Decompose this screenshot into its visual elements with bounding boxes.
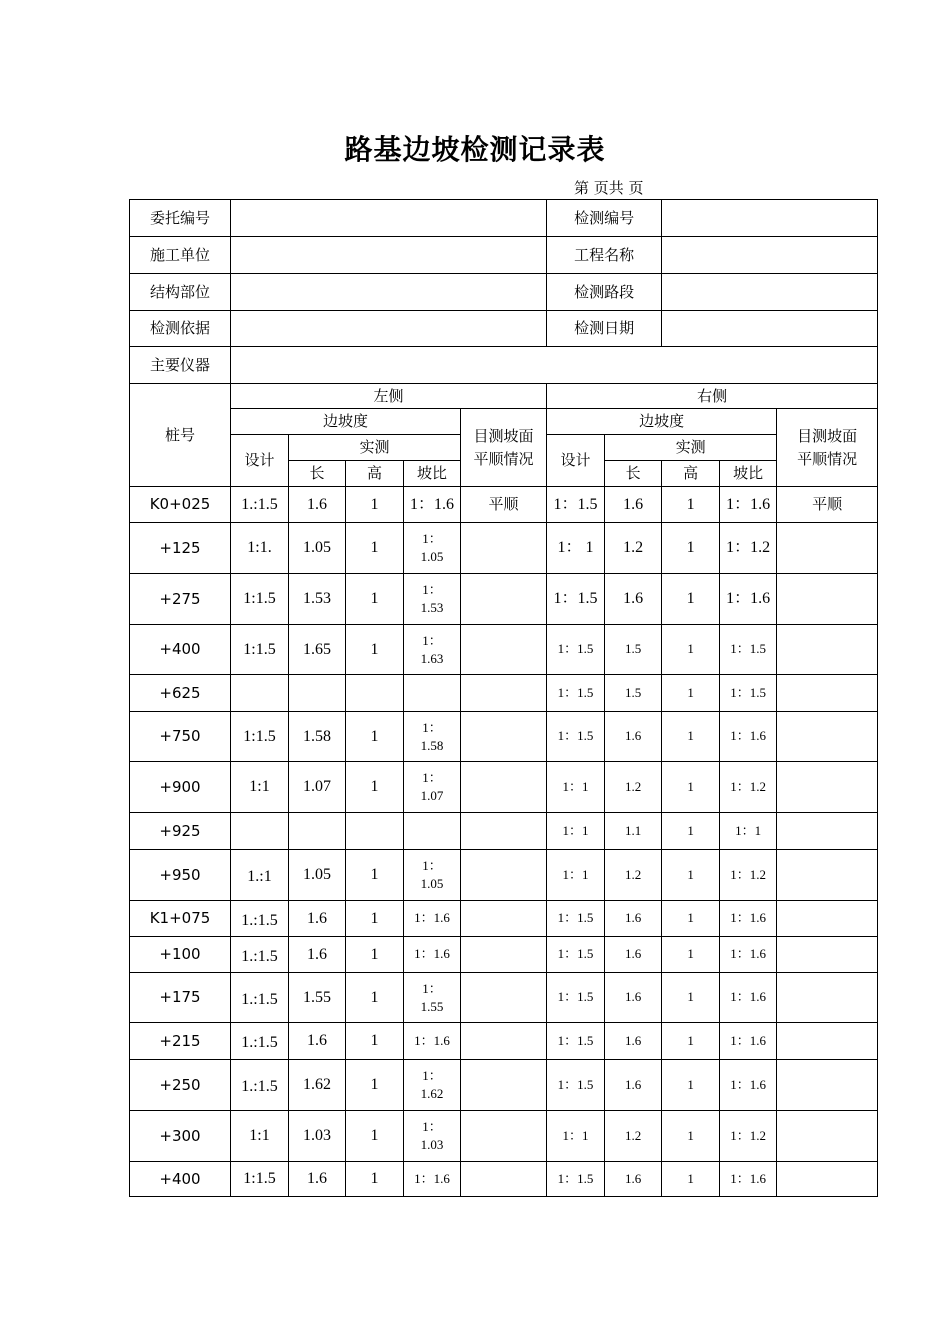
table-row [130,1162,878,1197]
station-header: 桩号 [130,384,231,487]
main-instrument-value[interactable] [231,347,878,384]
left-length-cell: 1.05 [289,850,346,901]
right-visual-cell [777,675,878,712]
left-length-cell: 1.07 [289,762,346,813]
left-ratio-cell: 1：1.6 [404,1162,461,1197]
table-row [130,523,878,574]
right-design-cell: 1：1.5 [547,712,605,762]
left-visual-cell [461,937,547,973]
right-visual-cell [777,813,878,850]
left-ratio-cell [404,523,461,574]
left-length-cell: 1.6 [289,1162,346,1197]
left-height-cell: 1 [346,487,404,523]
station-cell: +250 [130,1060,231,1111]
left-ratio-cell: 1：1.6 [404,901,461,937]
left-design-cell: 1:1 [231,1111,289,1162]
left-visual-cell [461,625,547,675]
left-ratio-cell: 1：1.6 [404,937,461,973]
construction-unit-value[interactable] [231,237,547,274]
left-ratio-value: 1.03 [420,1137,444,1152]
right-design-cell: 1：1.5 [547,574,605,625]
left-ratio-cell [404,675,461,712]
right-ratio-cell: 1：1.6 [720,1023,777,1060]
left-ratio-cell [404,973,461,1023]
left-visual-header [461,409,547,487]
left-visual-cell [461,813,547,850]
station-cell: +215 [130,1023,231,1060]
test-no-label: 检测编号 [547,200,662,237]
left-ratio-value: 1.58 [420,737,444,753]
right-design-cell: 1：1.5 [547,625,605,675]
left-height-cell: 1 [346,762,404,813]
info-row [130,237,878,274]
left-height-cell: 1 [346,850,404,901]
right-visual-line1: 目测坡面 [797,426,858,445]
left-design-cell: 1:1.5 [231,625,289,675]
main-instrument-label: 主要仪器 [130,347,231,384]
right-length-cell: 1.2 [605,523,662,574]
left-length-cell: 1.58 [289,712,346,762]
left-height-header: 高 [346,461,404,487]
right-visual-line2: 平顺情况 [797,449,858,468]
left-measured-header: 实测 [289,435,461,461]
structure-part-value[interactable] [231,274,547,311]
right-height-cell: 1 [662,1023,720,1060]
left-visual-cell [461,901,547,937]
table-row [130,574,878,625]
right-length-cell: 1.6 [605,1023,662,1060]
right-design-header: 设计 [547,435,605,487]
station-cell: +175 [130,973,231,1023]
table-row [130,625,878,675]
left-design-cell: 1.:1.5 [231,1023,289,1060]
table-row [130,762,878,813]
info-section [130,200,878,384]
left-ratio-value: 1.63 [420,650,444,666]
right-design-cell: 1： 1 [547,523,605,574]
station-cell: K0+025 [130,487,231,523]
left-ratio-cell [404,712,461,762]
right-ratio-cell: 1：1.2 [720,850,777,901]
right-visual-cell [777,523,878,574]
table-row [130,487,878,523]
left-ratio-cell: 1：1.6 [404,487,461,523]
right-design-cell: 1：1.5 [547,973,605,1023]
left-visual-cell [461,523,547,574]
test-basis-label: 检测依据 [130,311,231,347]
construction-unit-label: 施工单位 [130,237,231,274]
left-length-cell: 1.62 [289,1060,346,1111]
right-ratio-cell: 1：1.6 [720,1162,777,1197]
right-design-cell: 1：1.5 [547,1023,605,1060]
left-height-cell: 1 [346,1023,404,1060]
test-section-label: 检测路段 [547,274,662,311]
station-cell: +400 [130,625,231,675]
right-height-cell: 1 [662,1060,720,1111]
right-slope-degree-header: 边坡度 [547,409,777,435]
right-visual-cell [777,574,878,625]
left-ratio-prefix: 1： [422,531,442,546]
test-section-value[interactable] [662,274,878,311]
left-height-cell: 1 [346,937,404,973]
table-row [130,1023,878,1060]
left-design-cell [231,675,289,712]
right-visual-cell [777,1162,878,1197]
right-visual-cell [777,901,878,937]
left-length-cell: 1.05 [289,523,346,574]
info-row [130,200,878,237]
right-design-cell: 1：1 [547,762,605,813]
right-height-cell: 1 [662,813,720,850]
left-visual-cell [461,574,547,625]
right-visual-cell [777,762,878,813]
left-height-cell: 1 [346,625,404,675]
left-ratio-prefix: 1： [422,858,442,873]
left-visual-cell [461,1111,547,1162]
right-design-cell: 1：1.5 [547,901,605,937]
left-visual-cell: 平顺 [461,487,547,523]
right-height-cell: 1 [662,1111,720,1162]
right-height-cell: 1 [662,625,720,675]
right-ratio-cell: 1：1.2 [720,762,777,813]
left-visual-cell [461,675,547,712]
left-length-cell: 1.65 [289,625,346,675]
left-ratio-cell: 1：1.6 [404,1023,461,1060]
right-visual-cell [777,1023,878,1060]
left-visual-cell [461,973,547,1023]
right-visual-cell [777,1060,878,1111]
right-height-cell: 1 [662,973,720,1023]
right-design-cell: 1：1.5 [547,1060,605,1111]
station-cell: +400 [130,1162,231,1197]
left-ratio-prefix: 1： [422,719,442,735]
left-design-cell: 1.:1.5 [231,973,289,1023]
table-row [130,901,878,937]
table-row [130,675,878,712]
right-length-cell: 1.6 [605,574,662,625]
slope-record-table [129,199,878,1197]
right-ratio-cell: 1：1.6 [720,574,777,625]
left-height-cell [346,675,404,712]
left-design-cell: 1:1.5 [231,1162,289,1197]
left-design-cell: 1.:1.5 [231,937,289,973]
left-ratio-value: 1.55 [420,998,444,1014]
left-ratio-prefix: 1： [422,980,442,996]
left-height-cell: 1 [346,973,404,1023]
right-ratio-cell: 1：1.2 [720,523,777,574]
right-ratio-cell: 1：1 [720,813,777,850]
left-height-cell [346,813,404,850]
left-design-cell [231,813,289,850]
right-length-cell: 1.5 [605,675,662,712]
left-ratio-prefix: 1： [422,582,442,597]
right-height-cell: 1 [662,487,720,523]
left-ratio-header: 坡比 [404,461,461,487]
test-no-value[interactable] [662,200,878,237]
left-slope-degree-header: 边坡度 [231,409,461,435]
right-height-header: 高 [662,461,720,487]
left-height-cell: 1 [346,1111,404,1162]
station-cell: +950 [130,850,231,901]
project-name-value[interactable] [662,237,878,274]
right-visual-cell [777,1111,878,1162]
left-ratio-value: 1.05 [420,876,444,891]
left-ratio-cell [404,813,461,850]
right-ratio-cell: 1：1.6 [720,1060,777,1111]
left-ratio-value: 1.53 [420,600,444,615]
left-ratio-value: 1.07 [420,788,444,803]
left-height-cell: 1 [346,574,404,625]
left-design-header: 设计 [231,435,289,487]
right-length-cell: 1.6 [605,937,662,973]
right-length-cell: 1.2 [605,762,662,813]
right-length-cell: 1.2 [605,850,662,901]
right-length-cell: 1.6 [605,712,662,762]
left-length-header: 长 [289,461,346,487]
left-height-cell: 1 [346,901,404,937]
station-cell: +275 [130,574,231,625]
right-height-cell: 1 [662,937,720,973]
right-ratio-cell: 1：1.5 [720,675,777,712]
document-title: 路基边坡检测记录表 [344,133,606,166]
left-ratio-prefix: 1： [422,632,442,648]
right-height-cell: 1 [662,901,720,937]
right-visual-cell [777,937,878,973]
left-visual-cell [461,1060,547,1111]
right-ratio-cell: 1：1.2 [720,1111,777,1162]
left-design-cell: 1:1. [231,523,289,574]
right-height-cell: 1 [662,523,720,574]
station-cell: +900 [130,762,231,813]
left-length-cell: 1.6 [289,901,346,937]
data-section [130,487,878,1197]
left-ratio-prefix: 1： [422,1119,442,1134]
right-length-cell: 1.6 [605,487,662,523]
station-cell: +625 [130,675,231,712]
test-date-value[interactable] [662,311,878,347]
table-row [130,712,878,762]
right-length-cell: 1.6 [605,973,662,1023]
left-ratio-cell [404,1111,461,1162]
info-row [130,274,878,311]
right-design-cell: 1：1 [547,813,605,850]
left-visual-cell [461,762,547,813]
right-height-cell: 1 [662,1162,720,1197]
test-date-label: 检测日期 [547,311,662,347]
right-height-cell: 1 [662,762,720,813]
left-visual-cell [461,712,547,762]
left-ratio-prefix: 1： [422,1068,442,1083]
info-row [130,311,878,347]
left-visual-cell [461,1162,547,1197]
left-design-cell: 1:1.5 [231,574,289,625]
left-length-cell: 1.53 [289,574,346,625]
left-height-cell: 1 [346,1060,404,1111]
right-visual-cell [777,973,878,1023]
left-ratio-cell [404,574,461,625]
left-visual-line2: 平顺情况 [473,449,534,468]
right-height-cell: 1 [662,574,720,625]
table-row [130,813,878,850]
left-length-cell: 1.55 [289,973,346,1023]
right-height-cell: 1 [662,712,720,762]
left-height-cell: 1 [346,523,404,574]
right-design-cell: 1：1 [547,1111,605,1162]
right-ratio-header: 坡比 [720,461,777,487]
left-length-cell: 1.6 [289,937,346,973]
left-ratio-cell [404,625,461,675]
right-design-cell: 1：1.5 [547,487,605,523]
station-cell: +750 [130,712,231,762]
right-visual-cell [777,625,878,675]
left-ratio-value: 1.05 [420,549,444,564]
right-design-cell: 1：1.5 [547,675,605,712]
left-ratio-prefix: 1： [422,770,442,785]
left-side-header: 左侧 [231,384,547,409]
right-design-cell: 1：1.5 [547,1162,605,1197]
table-row [130,1111,878,1162]
station-cell: +925 [130,813,231,850]
station-cell: +125 [130,523,231,574]
left-design-cell: 1.:1.5 [231,901,289,937]
right-ratio-cell: 1：1.6 [720,487,777,523]
left-length-cell: 1.6 [289,1023,346,1060]
right-length-cell: 1.6 [605,1162,662,1197]
right-measured-header: 实测 [605,435,777,461]
right-ratio-cell: 1：1.6 [720,973,777,1023]
left-ratio-cell [404,1060,461,1111]
left-design-cell: 1.:1.5 [231,487,289,523]
right-design-cell: 1：1 [547,850,605,901]
page-number-info: 第 页共 页 [574,179,644,197]
right-length-cell: 1.5 [605,625,662,675]
left-design-cell: 1:1.5 [231,712,289,762]
station-cell: +300 [130,1111,231,1162]
left-ratio-cell [404,850,461,901]
left-visual-cell [461,1023,547,1060]
left-height-cell: 1 [346,1162,404,1197]
station-cell: +100 [130,937,231,973]
right-height-cell: 1 [662,850,720,901]
table-row [130,973,878,1023]
left-ratio-cell [404,762,461,813]
left-visual-line1: 目测坡面 [473,426,534,445]
table-row [130,1060,878,1111]
station-cell: K1+075 [130,901,231,937]
right-visual-header [777,409,878,487]
right-length-cell: 1.2 [605,1111,662,1162]
header-section [130,384,878,487]
table-row [130,937,878,973]
left-length-cell: 1.03 [289,1111,346,1162]
left-visual-cell [461,850,547,901]
right-height-cell: 1 [662,675,720,712]
right-visual-cell [777,712,878,762]
left-height-cell: 1 [346,712,404,762]
left-ratio-value: 1.62 [420,1086,444,1101]
commission-no-label: 委托编号 [130,200,231,237]
left-design-cell: 1:1 [231,762,289,813]
project-name-label: 工程名称 [547,237,662,274]
left-design-cell: 1.:1.5 [231,1060,289,1111]
right-length-cell: 1.6 [605,901,662,937]
right-side-header: 右侧 [547,384,878,409]
right-ratio-cell: 1：1.6 [720,712,777,762]
right-design-cell: 1：1.5 [547,937,605,973]
table-row [130,850,878,901]
structure-part-label: 结构部位 [130,274,231,311]
info-row [130,347,878,384]
commission-no-value[interactable] [231,200,547,237]
left-length-cell [289,813,346,850]
left-length-cell: 1.6 [289,487,346,523]
right-length-cell: 1.1 [605,813,662,850]
right-ratio-cell: 1：1.5 [720,625,777,675]
right-visual-cell [777,850,878,901]
right-length-cell: 1.6 [605,1060,662,1111]
left-length-cell [289,675,346,712]
right-visual-cell: 平顺 [777,487,878,523]
right-ratio-cell: 1：1.6 [720,937,777,973]
left-design-cell: 1.:1 [231,850,289,901]
right-ratio-cell: 1：1.6 [720,901,777,937]
test-basis-value[interactable] [231,311,547,347]
right-length-header: 长 [605,461,662,487]
